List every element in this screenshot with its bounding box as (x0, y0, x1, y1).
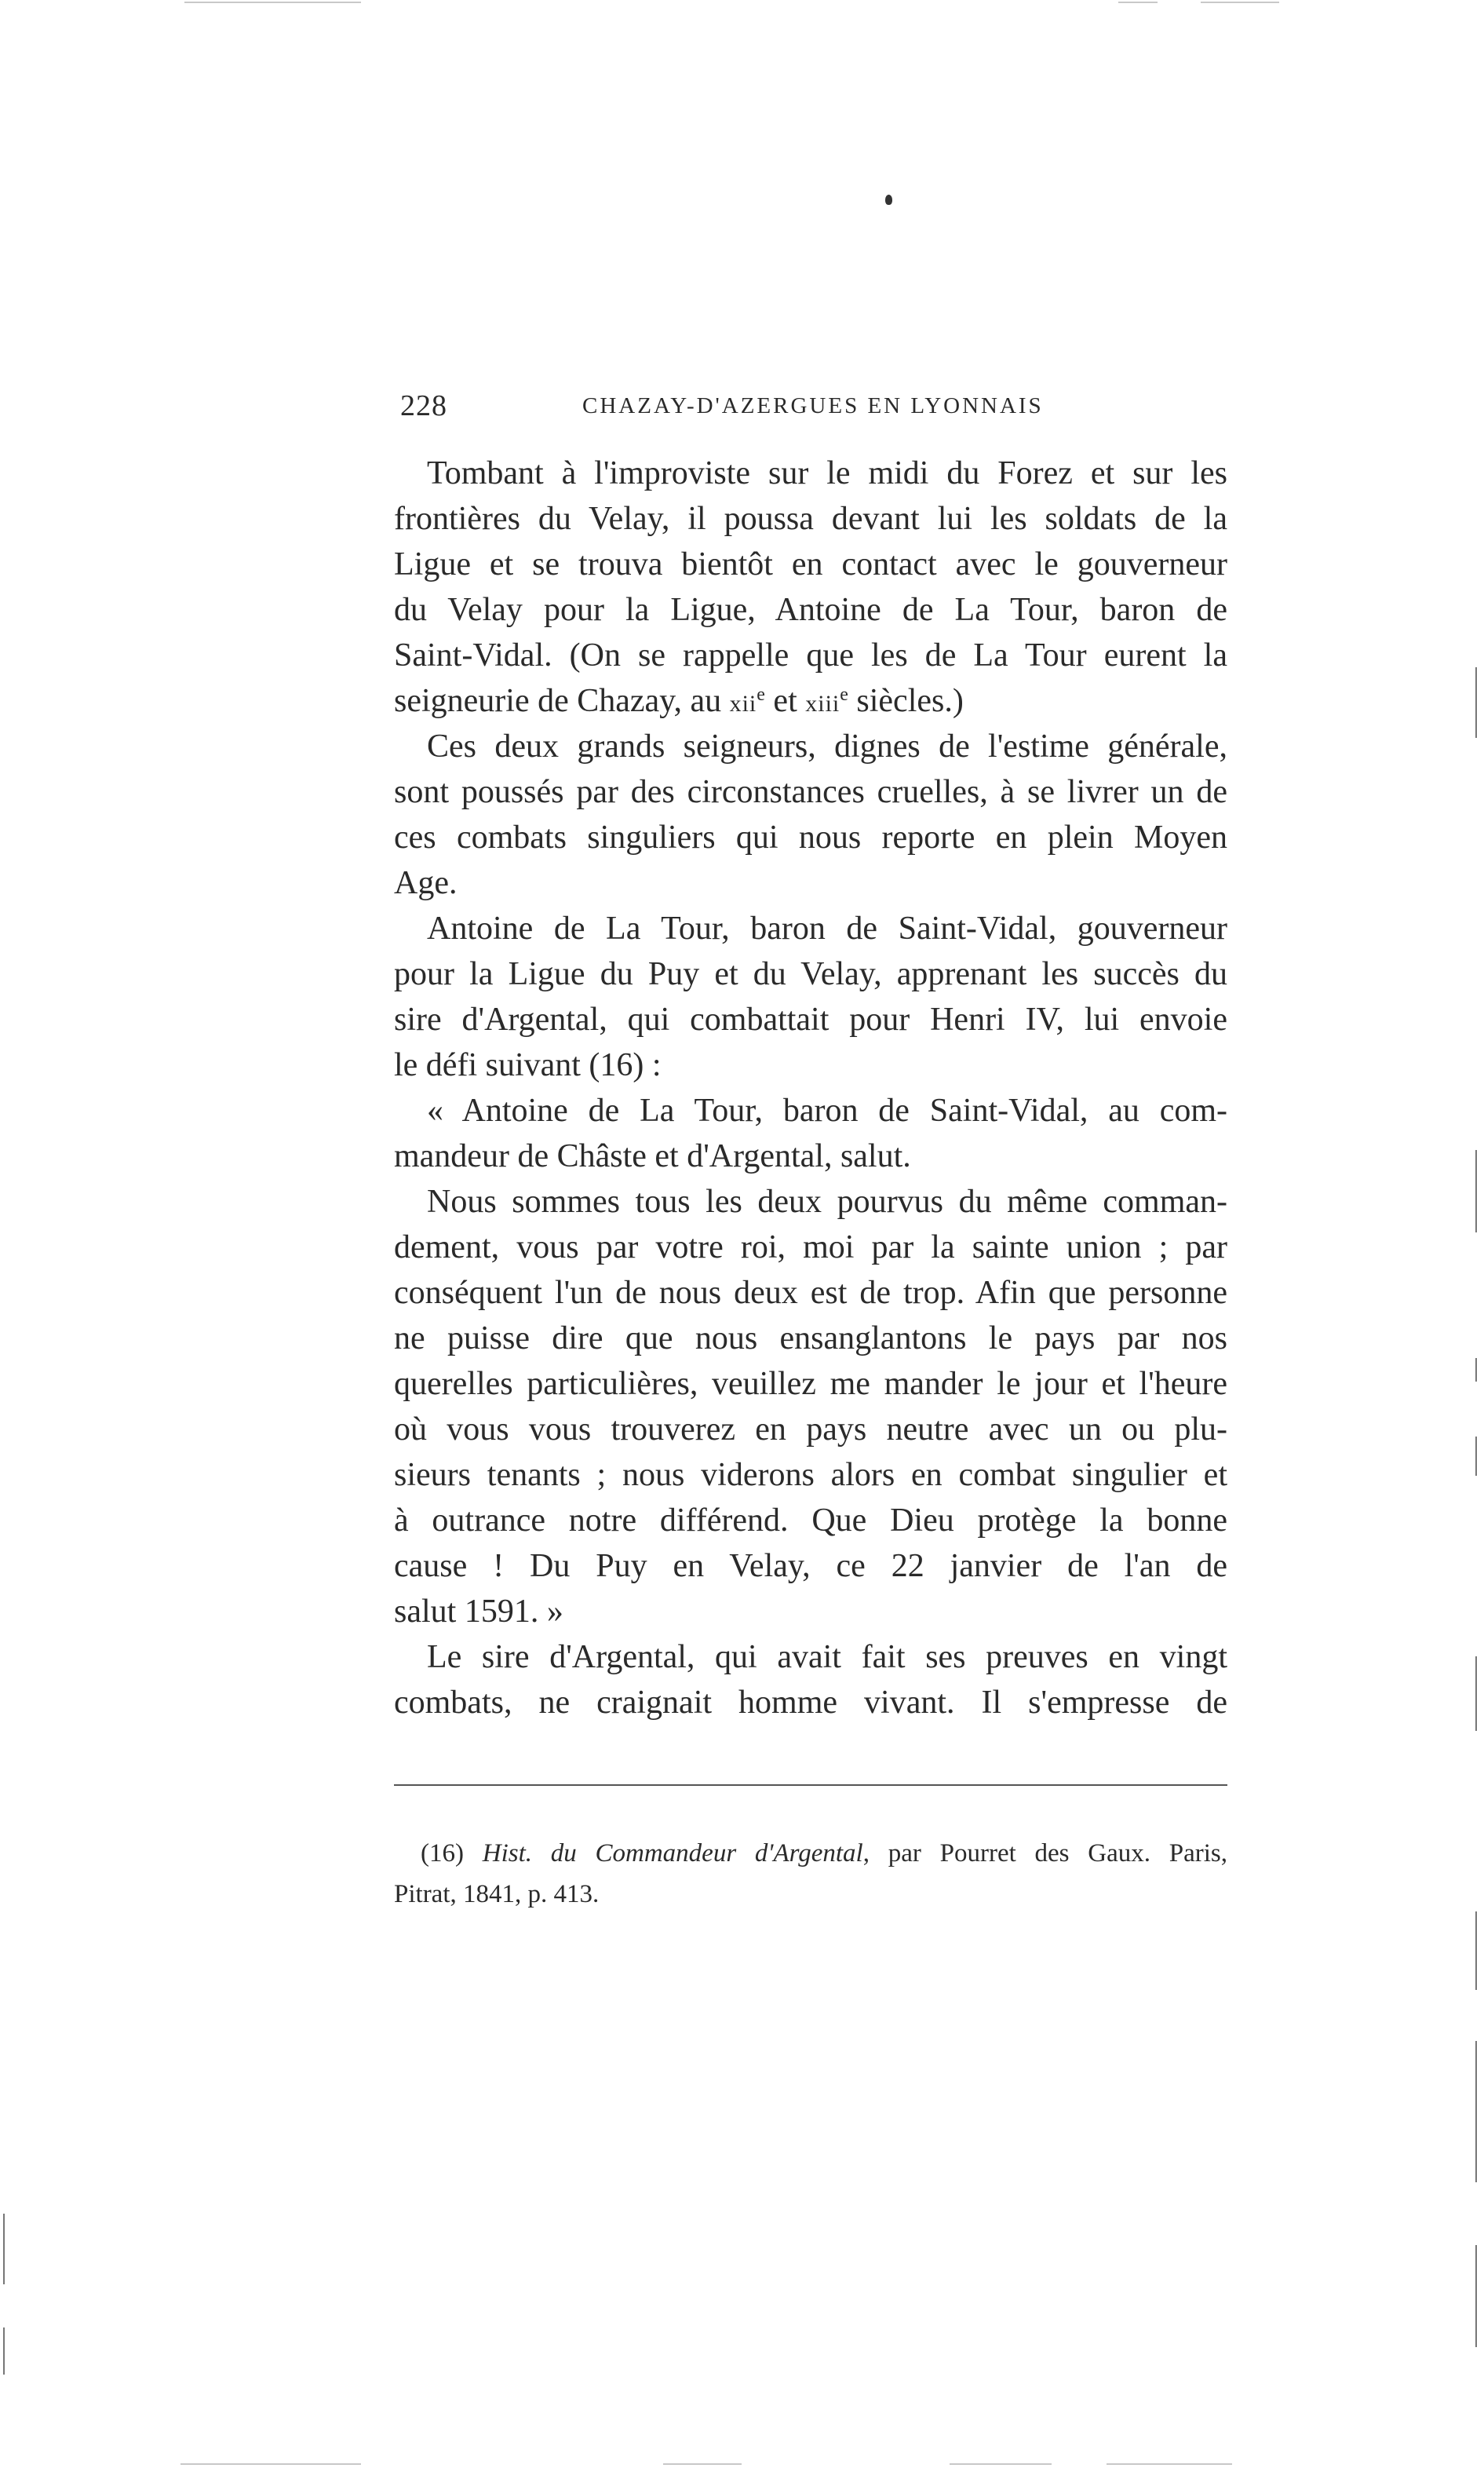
text-line: mandeur de Châste et d'Argental, salut. (394, 1138, 911, 1174)
text-line: combats, ne craignait homme vivant. Il s'empresse de (394, 1685, 1227, 1721)
ink-dot-mark (885, 195, 892, 205)
text-line: Ces deux grands seigneurs, dignes de l'estime générale, (427, 728, 1227, 765)
footnote (394, 1833, 1227, 1915)
text-line: le défi suivant (16) : (394, 1047, 662, 1083)
text-line: Ligue et se trouva bientôt en contact avec le gouverneur (394, 546, 1227, 582)
top-edge-rules (0, 0, 1484, 5)
running-head (400, 389, 1224, 428)
text-line: « Antoine de La Tour, baron de Saint-Vidal, au com- (427, 1093, 1227, 1129)
text-line: salut 1591. » (394, 1594, 563, 1630)
text-line: sieurs tenants ; nous viderons alors en combat singulier et (394, 1457, 1227, 1493)
text-line: Le sire d'Argental, qui avait fait ses preuves en vingt (427, 1639, 1227, 1675)
text-line: sont poussés par des circonstances cruelles, à se livrer un de (394, 774, 1227, 810)
text-line: querelles particulières, veuillez me mander le jour et l'heure (394, 1366, 1227, 1402)
text-line: ces combats singuliers qui nous reporte en plein Moyen (394, 820, 1227, 856)
text-line: Antoine de La Tour, baron de Saint-Vidal, gouverneur (427, 911, 1227, 947)
text-line: conséquent l'un de nous deux est de trop. Afin que personne (394, 1275, 1227, 1311)
footnote-line: Pitrat, 1841, p. 413. (394, 1880, 600, 1908)
footnote-rule (394, 1784, 1227, 1786)
text-line: à outrance notre différend. Que Dieu protège la bonne (394, 1502, 1227, 1539)
text-line: du Velay pour la Ligue, Antoine de La Tour, baron de (394, 592, 1227, 628)
text-line: Tombant à l'improviste sur le midi du Forez et sur les (427, 455, 1227, 491)
text-line: Saint-Vidal. (On se rappelle que les de La Tour eurent la (394, 637, 1227, 674)
footnote-line: (16) Hist. du Commandeur d'Argental, par Pourret des Gaux. Paris, (421, 1839, 1227, 1867)
text-line: cause ! Du Puy en Velay, ce 22 janvier de l'an de (394, 1548, 1227, 1584)
text-line: sire d'Argental, qui combattait pour Henri IV, lui envoie (394, 1002, 1227, 1038)
page-number: 228 (400, 389, 447, 422)
running-title: CHAZAY-D'AZERGUES EN LYONNAIS (582, 393, 1044, 418)
text-line: où vous vous trouverez en pays neutre avec un ou plu- (394, 1411, 1227, 1448)
body-text (394, 451, 1227, 1725)
text-line: seigneurie de Chazay, au xii$^e$ et xiii$^e$ siècles.) (394, 683, 964, 719)
footnote-marker: (16) (421, 1839, 464, 1867)
text-line: dement, vous par votre roi, moi par la sainte union ; par (394, 1229, 1227, 1265)
text-line: pour la Ligue du Puy et du Velay, apprenant les succès du (394, 956, 1227, 992)
text-line: Nous sommes tous les deux pourvus du même comman- (427, 1184, 1227, 1220)
text-line: ne puisse dire que nous ensanglantons le pays par nos (394, 1320, 1227, 1356)
text-line: Age. (394, 865, 458, 901)
text-line: frontières du Velay, il poussa devant lui les soldats de la (394, 501, 1227, 537)
footnote-title: Hist. du Commandeur d'Argental (482, 1839, 863, 1867)
